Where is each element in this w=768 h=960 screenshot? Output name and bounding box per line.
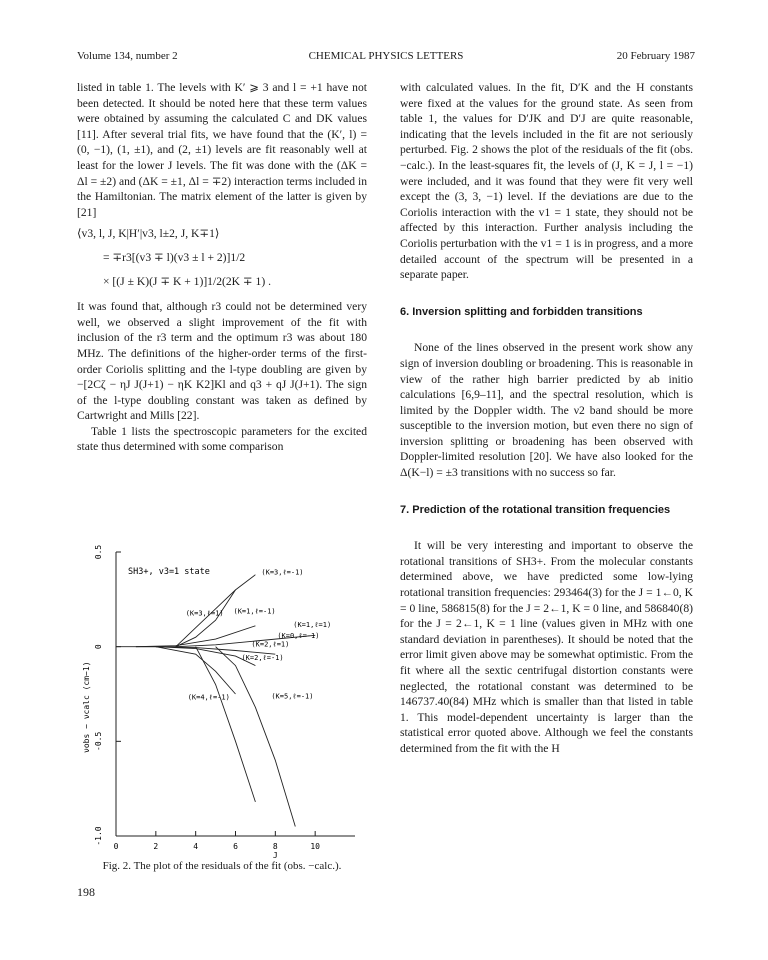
x-tick-label: 2: [153, 842, 159, 851]
section-7-title: 7. Prediction of the rotational transition frequencies: [400, 503, 671, 516]
left-paragraph-3: Table 1 lists the spectroscopic parameters for the excited state thus determined with some comparison: [77, 424, 367, 454]
right-column: [400, 80, 693, 757]
equation-line-3: × [(J ± K)(J ∓ K + 1)]1/2(2K ∓ 1) .: [103, 274, 271, 288]
plot-labels: [82, 545, 331, 858]
page-number: 198: [77, 885, 95, 899]
residuals-plot: [77, 540, 367, 858]
y-tick-label: 0.5: [94, 544, 103, 560]
series-line-7: [196, 647, 256, 802]
x-tick-label: 4: [193, 842, 199, 851]
volume-info: Volume 134, number 2: [77, 50, 178, 62]
equation-line-1: ⟨v3, l, J, K|H′|v3, l±2, J, K∓1⟩: [77, 227, 220, 241]
left-paragraph-2: It was found that, although r3 could not be determined very well, we observed a slight improvement of the fit with inclusion of the r3 term and the optimum r3 was about 180 MHz. The definitions of the higher-order terms of the first-order Coriolis splitting and the l-type doubling are given by −[2Cζ − ηJ J(J+1) − ηK K2]Kl and q3 + qJ J(J+1). The sign of the l-type doubling constant was taken as defined by Cartwright and Mills [22].: [77, 300, 367, 423]
series-label-5: (K=2,ℓ=1): [251, 640, 290, 649]
x-axis-label: J: [272, 851, 278, 858]
series-label-4: (K=0,ℓ=-1): [277, 632, 320, 641]
series-label-8: (K=5,ℓ=-1): [271, 692, 314, 701]
figure-caption: Fig. 2. The plot of the residuals of the fit (obs. −calc.).: [102, 860, 342, 872]
right-paragraph-3: It will be very interesting and important to observe the rotational transitions of SH3+. From the molecular constants determined above, we have predicted some low-lying rotational transition frequencies: 293464(3) for the J = 1←0, K = 0 line, 586815(8) for the J = 2←1, K = 0 line, and 586840(8) for the J = 2←1, K = 1 line (values given in MHz with one standard deviation in parentheses). It should be noted that the error limit given above may be somewhat optimistic. From the fit where all the sextic centrifugal distortion constants were neglected, the rotational constant was determined to be 146737.40(84) MHz which is smaller than that listed in table 1. This model-dependent uncertainty is larger than the statistical error quoted above. Although we feel the constants determined from the fit with the H: [400, 539, 693, 755]
figure-2: [77, 540, 367, 872]
series-line-2: [136, 626, 256, 647]
series-label-7: (K=4,ℓ=-1): [187, 693, 230, 702]
right-paragraph-2: None of the lines observed in the present work show any sign of inversion doubling or broadening. This is reasonable in view of the rather high barrier predicted by ab initio calculations [6,9–11], and the spectral resolution, which is limited by the Doppler width. The ν2 band should be more susceptible to the inversion motion, but even there no sign of inversion splitting or broadening has been observed with Doppler-limited resolution [20]. We have also looked for the Δ(K−l) = ±3 transitions with no success so far.: [400, 341, 693, 480]
series-label-3: (K=1,ℓ=1): [293, 620, 332, 629]
state-label: SH3+, v3=1 state: [128, 567, 210, 577]
series-label-2: (K=1,ℓ=-1): [233, 607, 276, 616]
journal-name: CHEMICAL PHYSICS LETTERS: [308, 50, 464, 62]
y-tick-label: -0.5: [94, 731, 103, 751]
left-column: [77, 80, 367, 455]
x-tick-label: 8: [272, 842, 278, 851]
x-tick-label: 0: [113, 842, 119, 851]
series-label-6: (K=2,ℓ=-1): [241, 653, 284, 662]
x-tick-label: 6: [233, 842, 238, 851]
series-line-8: [216, 647, 296, 827]
equation-line-2: = ∓r3[(v3 ∓ l)(v3 ± l + 2)]1/2: [103, 250, 246, 264]
series-label-1: (K=3,ℓ=1): [185, 609, 224, 618]
y-tick-label: -1.0: [94, 826, 103, 846]
left-paragraph-1: listed in table 1. The levels with K′ ⩾ 3 and l = +1 have not been detected. It should be noted here that these term values were obtained by assuming the calculated C and DK values [11]. After several trial fits, we have found that the (K′, l) = (0, −1), (1, ±1), and (2, ±1) levels are fit reasonably well at least for the lower J levels. The fit was done with the (ΔK = Δl = ±2) and (ΔK = ±1, Δl = ∓2) interaction terms included in the Hamiltonian. The matrix element of the latter is given by [21]: [77, 81, 367, 219]
issue-date: 20 February 1987: [616, 50, 695, 62]
x-tick-label: 10: [310, 842, 320, 851]
series-label-0: (K=3,ℓ=-1): [261, 568, 304, 577]
section-6-title: 6. Inversion splitting and forbidden transitions: [400, 305, 643, 318]
y-tick-label: 0: [94, 644, 103, 650]
y-axis-label: νobs − νcalc (cm−1): [82, 661, 91, 754]
right-paragraph-1: with calculated values. In the fit, D′K and the H constants were fixed at the values for the ground state. As seen from table 1, the values for D′JK and D′J are quite reasonable, indicating that the levels included in the fit are not seriously perturbed. Fig. 2 shows the plot of the residuals of the fit (obs. −calc.). In the least-squares fit, the levels of (J, K = J, l = −1) were included, and it was found that they were fit very well except the (3, 3, −1) level. If the deviations are due to the Coriolis interaction with the v1 = 1 state, they should not be affected by this interaction. Further analysis including the Coriolis perturbation with the v1 = 1 is in progress, and a more detailed account of the spectrum will be presented in a separate paper.: [400, 81, 693, 282]
page-header: [77, 50, 695, 66]
